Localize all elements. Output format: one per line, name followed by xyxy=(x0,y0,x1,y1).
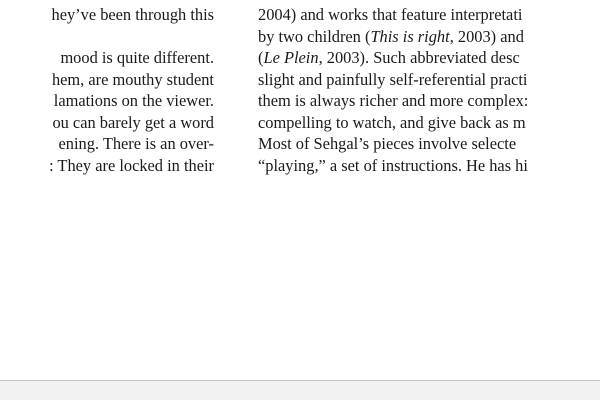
text-line: hem, are mouthy student xyxy=(51,69,214,89)
text-line: ening. There is an over- xyxy=(58,134,214,153)
text-line: “playing,” a set of instructions. He has hi xyxy=(258,155,528,175)
italic-title: This is right xyxy=(370,26,450,46)
left-text-column xyxy=(0,4,214,176)
page-bottom-edge xyxy=(0,380,600,400)
text-line: 2004) and works that feature interpretati xyxy=(258,5,523,24)
text-line: ou can barely get a word xyxy=(52,112,214,132)
text-line: : They are locked in their xyxy=(49,155,214,175)
text-line: them is always richer and more complex: xyxy=(258,91,529,110)
text-line: Most of Sehgal’s pieces involve selecte xyxy=(258,134,517,153)
text-line: (Le Plein, 2003). Such abbreviated desc xyxy=(258,48,520,67)
text-line: by two children (This is right, 2003) and xyxy=(258,26,524,46)
text-line: slight and painfully self-referential practi xyxy=(258,69,528,89)
right-text-column xyxy=(258,4,600,176)
text-line: compelling to watch, and give back as m xyxy=(258,112,526,132)
text-line: mood is quite different. xyxy=(60,48,214,67)
text-line: lamations on the viewer. xyxy=(53,91,214,110)
text-line: hey’ve been through this xyxy=(51,5,214,24)
italic-title: Le Plein xyxy=(263,48,319,67)
text-line xyxy=(0,26,214,48)
